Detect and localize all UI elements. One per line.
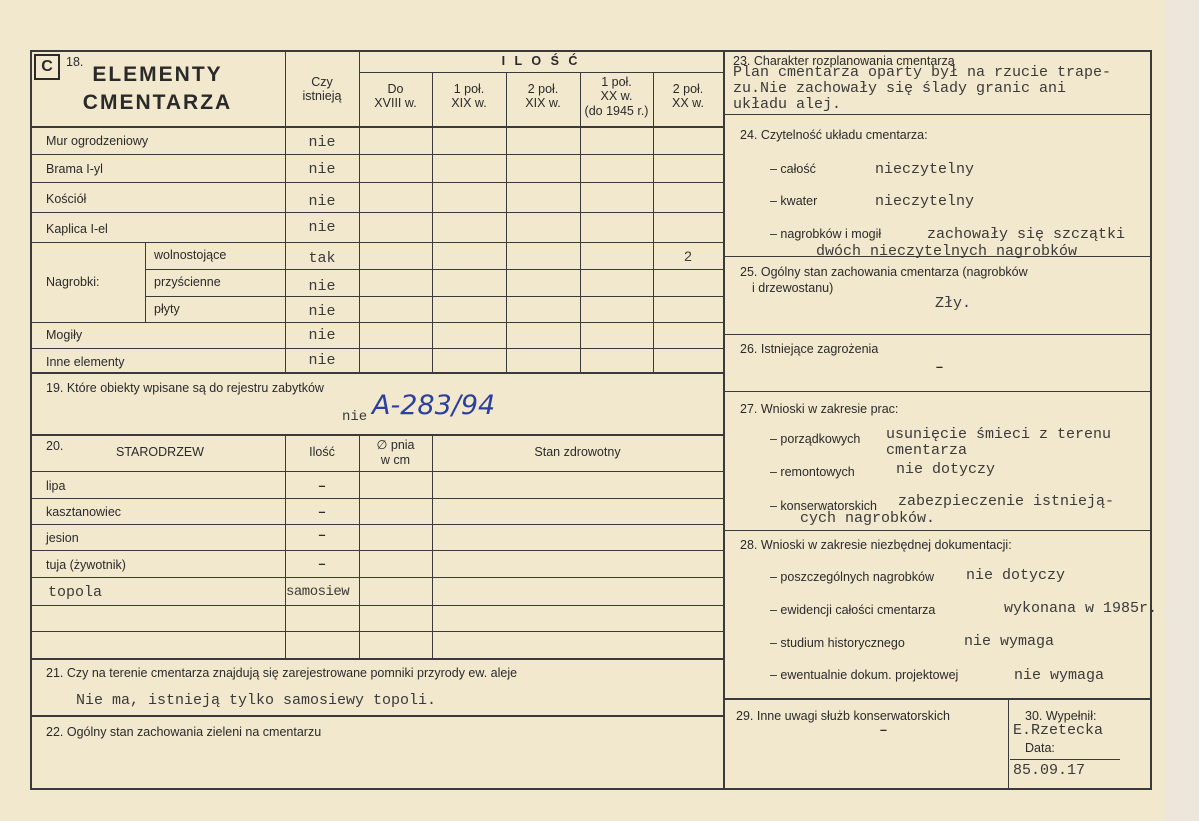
q21-label: 21. Czy na terenie cmentarza znajdują się zarejestrowane pomniki przyrody ew. aleje <box>46 666 518 680</box>
period-header: Do <box>387 82 404 96</box>
grid <box>30 372 723 374</box>
grid <box>30 605 723 606</box>
grid <box>30 471 723 472</box>
grid <box>30 631 723 632</box>
nagrobki-label: Nagrobki: <box>46 275 100 289</box>
frame-left <box>30 50 32 790</box>
grid <box>653 72 654 372</box>
section-number: 18. <box>66 55 84 69</box>
q23-answer: Plan cmentarza oparty był na rzucie trape- <box>733 64 1112 81</box>
q27-item-value: cmentarza <box>886 442 968 459</box>
frame-right <box>1150 50 1152 790</box>
grid <box>723 334 1152 335</box>
grid <box>30 182 723 183</box>
q27-item-value: usunięcie śmieci z terenu <box>886 426 1112 443</box>
q19-typed: nie <box>342 409 368 425</box>
q24-item-value: zachowały się szczątki <box>927 226 1126 243</box>
grid <box>506 72 507 372</box>
element-label: przyścienne <box>154 275 221 289</box>
element-exists: nie <box>308 303 336 320</box>
element-label: Kaplica I-el <box>46 222 108 236</box>
element-label: Kościół <box>46 192 87 206</box>
q25-label: i drzewostanu) <box>752 281 834 295</box>
grid <box>145 296 723 297</box>
grid <box>30 154 723 155</box>
grid <box>432 434 433 658</box>
grid <box>145 269 723 270</box>
element-exists: nie <box>308 278 336 295</box>
q23-answer: układu alej. <box>733 96 842 113</box>
element-label: Inne elementy <box>46 355 125 369</box>
tree-qty: samosiew <box>286 584 350 600</box>
period-header: XIX w. <box>451 96 487 110</box>
grid <box>30 658 723 660</box>
q28-item-label: – studium historycznego <box>770 636 905 650</box>
element-exists: nie <box>308 327 336 344</box>
period-header: (do 1945 r.) <box>584 104 649 118</box>
q27-item-value: zabezpieczenie istnieją- <box>898 493 1115 510</box>
q27-item-value: nie dotyczy <box>896 461 996 478</box>
starodrzew-title: STARODRZEW <box>116 445 204 459</box>
page-edge <box>1166 0 1199 821</box>
period-header: XX w. <box>600 89 633 103</box>
grid <box>285 434 286 658</box>
q27-label: 27. Wnioski w zakresie prac: <box>740 402 899 416</box>
q24-item-value: nieczytelny <box>875 161 975 178</box>
q28-item-value: nie wymaga <box>964 633 1055 650</box>
q19-label: 19. Które obiekty wpisane są do rejestru zabytków <box>46 381 324 395</box>
tree-qty: – <box>318 557 326 571</box>
period-header: XVIII w. <box>374 96 417 110</box>
element-label: płyty <box>154 302 180 316</box>
q28-item-value: nie wymaga <box>1014 667 1105 684</box>
czy-istnieje-header-2: istnieją <box>302 89 342 103</box>
q27-item-label: – porządkowych <box>770 432 861 446</box>
q28-label: 28. Wnioski w zakresie niezbędnej dokumentacji: <box>740 538 1012 552</box>
period-header: 2 poł. <box>672 82 704 96</box>
q21-answer: Nie ma, istnieją tylko samosiewy topoli. <box>76 692 437 709</box>
frame-top <box>30 50 1152 52</box>
tree-qty: – <box>318 505 326 519</box>
element-label: Brama I-yl <box>46 162 103 176</box>
q25-answer: Zły. <box>935 295 972 312</box>
section-letter-box: C <box>34 54 60 80</box>
grid <box>30 577 723 578</box>
q27-item-label: – konserwatorskich <box>770 499 877 513</box>
q25-label: 25. Ogólny stan zachowania cmentarza (nagrobków <box>740 265 1028 279</box>
element-label: wolnostojące <box>154 248 227 262</box>
starodrzew-col-piersnica: ∅ pnia <box>376 438 415 452</box>
q28-item-label: – ewentualnie dokum. projektowej <box>770 668 959 682</box>
period-header: 1 poł. <box>453 82 485 96</box>
element-count: 2 <box>684 248 692 264</box>
section-title-line1: ELEMENTY <box>92 63 223 86</box>
q27-item-label: – remontowych <box>770 465 855 479</box>
tree-qty: – <box>318 479 326 493</box>
q24-label: 24. Czytelność układu cmentarza: <box>740 128 928 142</box>
grid <box>145 242 146 322</box>
grid <box>30 434 723 436</box>
grid <box>359 72 723 73</box>
grid <box>723 698 1152 700</box>
date-line <box>1010 759 1120 760</box>
element-exists: nie <box>308 193 336 210</box>
tree-name: topola <box>48 584 103 601</box>
starodrzew-number: 20. <box>46 439 64 453</box>
element-exists: nie <box>308 219 336 236</box>
grid <box>30 715 723 717</box>
q28-item-label: – ewidencji całości cmentarza <box>770 603 936 617</box>
q30-date: 85.09.17 <box>1013 762 1086 779</box>
q27-item-value: cych nagrobków. <box>800 510 936 527</box>
form-card <box>30 50 1158 790</box>
q30-date-label: Data: <box>1025 741 1055 755</box>
period-header: XX w. <box>672 96 704 110</box>
tree-name: lipa <box>46 479 66 493</box>
q28-item-value: nie dotyczy <box>966 567 1066 584</box>
grid <box>30 524 723 525</box>
tree-name: jesion <box>46 531 79 545</box>
column-divider <box>723 50 725 790</box>
grid <box>30 550 723 551</box>
q26-answer: – <box>936 360 943 374</box>
grid <box>30 212 723 213</box>
grid <box>30 322 723 323</box>
ilosc-header: I L O Ś Ć <box>501 54 581 68</box>
grid <box>723 530 1152 531</box>
q24-item-label: – całość <box>770 162 816 176</box>
grid <box>359 434 360 658</box>
tree-qty: – <box>318 528 326 542</box>
q28-item-value: wykonana w 1985r. <box>1004 600 1158 617</box>
grid <box>1008 698 1009 790</box>
element-exists: tak <box>308 250 336 267</box>
grid <box>723 391 1152 392</box>
q19-handwritten-register-number: A-283/94 <box>372 390 496 421</box>
element-exists: nie <box>308 161 336 178</box>
period-header: 1 poł. <box>601 75 632 89</box>
q26-label: 26. Istniejące zagrożenia <box>740 342 879 356</box>
element-label: Mur ogrodzeniowy <box>46 134 149 148</box>
q24-item-label: – nagrobków i mogił <box>770 227 882 241</box>
starodrzew-col-stan: Stan zdrowotny <box>534 445 621 459</box>
grid <box>432 72 433 372</box>
frame-bottom <box>30 788 1152 790</box>
q22-label: 22. Ogólny stan zachowania zieleni na cmentarzu <box>46 725 322 739</box>
q24-item-value-2: dwóch nieczytelnych nagrobków <box>816 243 1078 260</box>
grid <box>30 242 723 243</box>
q24-item-value: nieczytelny <box>875 193 975 210</box>
element-exists: nie <box>308 352 336 369</box>
period-header: 2 poł. <box>527 82 559 96</box>
period-header: XIX w. <box>525 96 561 110</box>
q29-label: 29. Inne uwagi służb konserwatorskich <box>736 709 951 723</box>
section-title-line2: CMENTARZA <box>82 91 233 114</box>
q30-label: 30. Wypełnił: <box>1025 709 1097 723</box>
starodrzew-col-ilosc: Ilość <box>309 445 335 459</box>
q23-answer: zu.Nie zachowały się ślady granic ani <box>733 80 1067 97</box>
q23-label: 23. Charakter rozplanowania cmentarza <box>733 54 955 68</box>
q29-answer: – <box>880 723 887 737</box>
tree-name: kasztanowiec <box>46 505 122 519</box>
czy-istnieje-header-1: Czy <box>311 75 333 89</box>
grid <box>30 126 723 128</box>
grid <box>723 114 1152 115</box>
q30-name: E.Rzetecka <box>1013 722 1104 739</box>
grid <box>30 498 723 499</box>
q28-item-label: – poszczególnych nagrobków <box>770 570 934 584</box>
element-label: Mogiły <box>46 328 83 342</box>
q24-item-label: – kwater <box>770 194 818 208</box>
tree-name: tuja (żywotnik) <box>46 558 126 572</box>
element-exists: nie <box>308 134 336 151</box>
starodrzew-col-piersnica: w cm <box>380 453 411 467</box>
grid <box>30 348 723 349</box>
